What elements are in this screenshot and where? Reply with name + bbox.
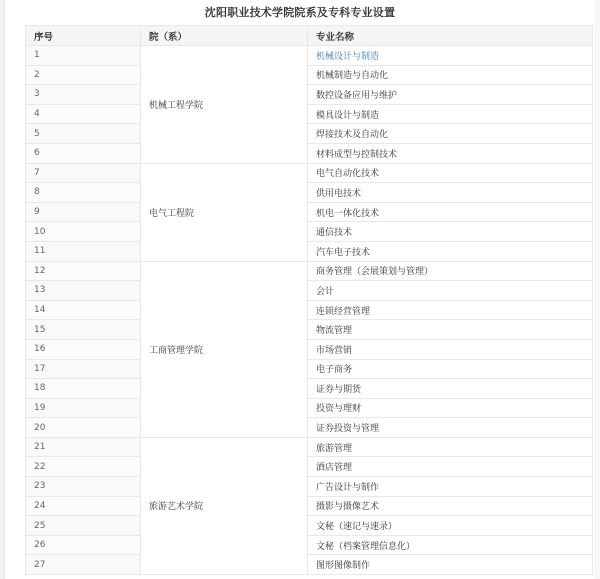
row-seq: 8 <box>26 183 141 203</box>
table-row <box>26 437 593 457</box>
table-row <box>26 516 593 536</box>
row-seq: 7 <box>26 163 141 183</box>
table-row <box>26 202 593 222</box>
row-seq: 10 <box>26 222 141 242</box>
row-seq: 27 <box>26 555 141 575</box>
row-seq: 16 <box>26 339 141 359</box>
major-cell: 酒店管理 <box>308 457 593 477</box>
header-major: 专业名称 <box>308 26 593 46</box>
major-link[interactable]: 机械设计与制造 <box>316 51 380 62</box>
table-row <box>26 300 593 320</box>
major-cell: 商务管理（会展策划与管理） <box>308 261 593 281</box>
majors-table <box>25 25 593 575</box>
row-seq: 18 <box>26 379 141 399</box>
table-row <box>26 457 593 477</box>
page-right-edge <box>594 0 600 579</box>
row-seq: 11 <box>26 241 141 261</box>
table-row <box>26 261 593 281</box>
table-row <box>26 339 593 359</box>
major-cell: 机械制造与自动化 <box>308 65 593 85</box>
department-cell: 工商管理学院 <box>141 261 308 437</box>
table-row <box>26 124 593 144</box>
major-cell: 市场营销 <box>308 339 593 359</box>
row-seq: 22 <box>26 457 141 477</box>
major-cell: 摄影与摄像艺术 <box>308 496 593 516</box>
row-seq: 15 <box>26 320 141 340</box>
table-row <box>26 143 593 163</box>
table-row <box>26 535 593 555</box>
department-cell: 旅游艺术学院 <box>141 437 308 574</box>
row-seq: 26 <box>26 535 141 555</box>
major-cell: 文秘（档案管理信息化） <box>308 535 593 555</box>
table-row <box>26 65 593 85</box>
major-cell: 广告设计与制作 <box>308 477 593 497</box>
major-cell: 电子商务 <box>308 359 593 379</box>
row-seq: 25 <box>26 516 141 536</box>
table-row <box>26 418 593 438</box>
table-row <box>26 163 593 183</box>
table-header-row <box>26 26 593 46</box>
major-cell: 文秘（速记与速录） <box>308 516 593 536</box>
table-row <box>26 183 593 203</box>
row-seq: 12 <box>26 261 141 281</box>
major-cell: 图形图像制作 <box>308 555 593 575</box>
table-row <box>26 379 593 399</box>
major-cell: 投资与理财 <box>308 398 593 418</box>
table-row <box>26 496 593 516</box>
major-cell[interactable] <box>308 46 593 66</box>
row-seq: 5 <box>26 124 141 144</box>
major-cell: 物流管理 <box>308 320 593 340</box>
major-cell: 供用电技术 <box>308 183 593 203</box>
table-row <box>26 555 593 575</box>
row-seq: 24 <box>26 496 141 516</box>
major-cell: 焊接技术及自动化 <box>308 124 593 144</box>
major-cell: 汽车电子技术 <box>308 241 593 261</box>
major-cell: 证券与期货 <box>308 379 593 399</box>
major-cell: 模具设计与制造 <box>308 104 593 124</box>
major-cell: 通信技术 <box>308 222 593 242</box>
table-row <box>26 320 593 340</box>
row-seq: 3 <box>26 85 141 105</box>
row-seq: 21 <box>26 437 141 457</box>
table-row <box>26 104 593 124</box>
row-seq: 17 <box>26 359 141 379</box>
row-seq: 23 <box>26 477 141 497</box>
major-cell: 材料成型与控制技术 <box>308 143 593 163</box>
major-cell: 机电一体化技术 <box>308 202 593 222</box>
row-seq: 20 <box>26 418 141 438</box>
table-row <box>26 85 593 105</box>
table-row <box>26 359 593 379</box>
row-seq: 6 <box>26 143 141 163</box>
major-cell: 电气自动化技术 <box>308 163 593 183</box>
major-cell: 旅游管理 <box>308 437 593 457</box>
major-cell: 数控设备应用与维护 <box>308 85 593 105</box>
major-cell: 连锁经营管理 <box>308 300 593 320</box>
major-cell: 会计 <box>308 281 593 301</box>
row-seq: 4 <box>26 104 141 124</box>
page-left-edge <box>0 0 5 579</box>
table-row <box>26 222 593 242</box>
table-row <box>26 241 593 261</box>
header-department: 院（系） <box>141 26 308 46</box>
table-body <box>26 46 593 575</box>
row-seq: 13 <box>26 281 141 301</box>
table-row <box>26 398 593 418</box>
department-cell: 机械工程学院 <box>141 46 308 164</box>
row-seq: 1 <box>26 46 141 66</box>
table-row <box>26 46 593 66</box>
row-seq: 14 <box>26 300 141 320</box>
row-seq: 19 <box>26 398 141 418</box>
major-cell: 证券投资与管理 <box>308 418 593 438</box>
table-row <box>26 477 593 497</box>
row-seq: 2 <box>26 65 141 85</box>
page-title: 沈阳职业技术学院院系及专科专业设置 <box>204 6 396 19</box>
table-row <box>26 281 593 301</box>
header-seq: 序号 <box>26 26 141 46</box>
row-seq: 9 <box>26 202 141 222</box>
department-cell: 电气工程院 <box>141 163 308 261</box>
